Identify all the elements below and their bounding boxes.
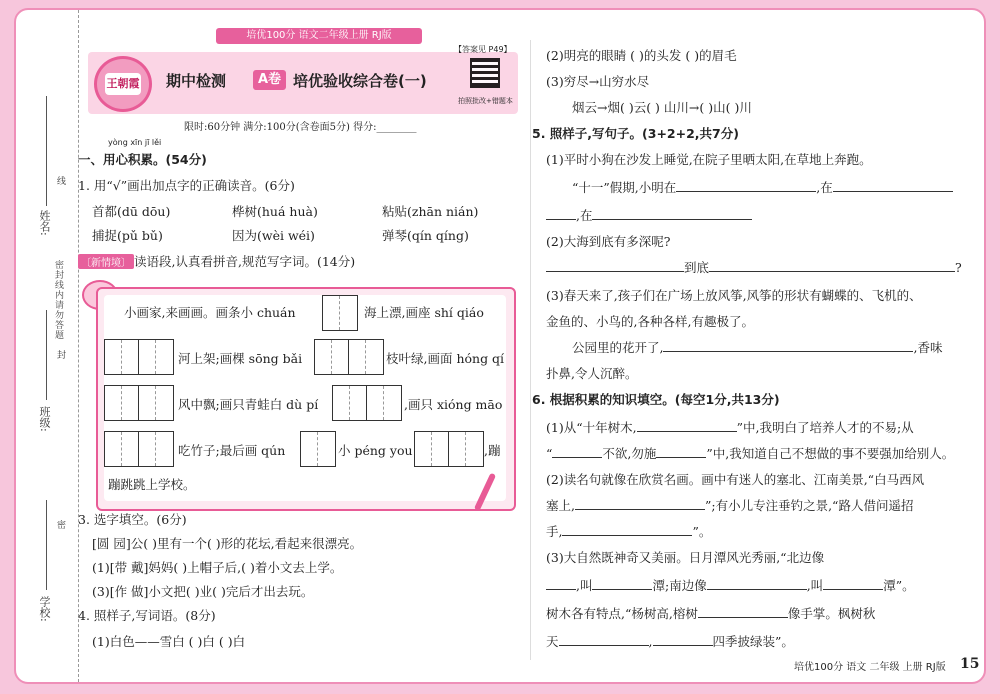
answer-reference: 【答案见 P49】 xyxy=(454,45,512,54)
page-number: 15 xyxy=(960,656,980,672)
q3-item[interactable]: [圆 园]公( )里有一个( )形的花坛,看起来很漂亮。 xyxy=(92,536,363,551)
question-5: 5. 照样子,写句子。(3+2+2,共7分) xyxy=(532,126,739,141)
q6-text: 潭”。 xyxy=(883,578,915,593)
question-1: 1. 用“√”画出加点字的正确读音。(6分) xyxy=(78,178,295,193)
question-2-text: 读语段,认真看拼音,规范写字词。(14分) xyxy=(134,254,356,269)
writing-grid[interactable] xyxy=(104,431,174,467)
q6-text: ”;有小儿专注垂钓之景,“路人借问遥招 xyxy=(704,498,914,513)
q6-text: 树木各有特点,“杨树高,榕树 xyxy=(546,606,698,621)
q6-line[interactable] xyxy=(546,522,711,540)
answer-blank[interactable] xyxy=(546,271,684,272)
exam-subtitle: 培优验收综合卷(一) xyxy=(293,72,427,90)
answer-blank[interactable] xyxy=(559,645,649,646)
q6-text: ”中,我明白了培养人才的不易;从 xyxy=(736,420,914,435)
reading-line: 小画家,来画画。画条小 chuán xyxy=(124,305,296,320)
name-line[interactable] xyxy=(46,96,47,206)
new-context-tag: 〔新情境〕 xyxy=(78,254,134,269)
answer-blank[interactable] xyxy=(653,645,713,646)
q6-line[interactable]: 天 , 四季披绿装”。 xyxy=(546,634,794,649)
school-line[interactable] xyxy=(46,500,47,590)
seal-mark-mi: 密 xyxy=(55,520,65,529)
q1-item[interactable]: 因为(wèi wéi) xyxy=(232,228,315,243)
answer-blank[interactable] xyxy=(707,589,807,590)
brand-logo xyxy=(94,56,152,112)
reading-content xyxy=(104,295,506,501)
answer-blank[interactable] xyxy=(833,191,953,192)
writing-grid[interactable] xyxy=(104,339,174,375)
answer-blank[interactable] xyxy=(546,589,576,590)
answer-blank[interactable] xyxy=(592,589,652,590)
reading-line: ,蹦 xyxy=(484,443,501,458)
q5-item: 扑鼻,令人沉醉。 xyxy=(546,366,638,381)
reading-line: 风中飘;画只青蛙白 dù pí xyxy=(178,397,319,412)
writing-grid[interactable] xyxy=(314,339,384,375)
q3-item[interactable]: (1)[带 戴]妈妈( )上帽子后,( )着小文去上学。 xyxy=(92,560,343,575)
question-2 xyxy=(78,252,355,270)
q6-text: 手, xyxy=(546,524,563,539)
q1-item[interactable]: 粘贴(zhān nián) xyxy=(382,204,479,219)
answer-blank[interactable] xyxy=(562,535,692,536)
class-line[interactable] xyxy=(46,310,47,400)
q5-text: ,在 xyxy=(816,180,833,195)
q4-item[interactable]: (1)白色——雪白 ( )白 ( )白 xyxy=(92,634,246,649)
q5-line[interactable]: 到底 ? xyxy=(546,258,962,276)
q5-item: (3)春天来了,孩子们在广场上放风筝,风筝的形状有蝴蝶的、飞机的、 xyxy=(546,288,922,303)
writing-grid[interactable] xyxy=(104,385,174,421)
logo-text: 王朝霞 xyxy=(105,73,141,95)
reading-line: 小 péng you xyxy=(338,443,413,458)
class-label: 班级: xyxy=(38,406,51,432)
reading-line: 枝叶绿,画面 hóng qí xyxy=(386,351,505,366)
q5-text: 公园里的花开了, xyxy=(572,340,664,355)
q5-text: ,香味 xyxy=(913,340,943,355)
q3-item[interactable]: (3)[作 做]小文把( )业( )完后才出去玩。 xyxy=(92,584,314,599)
exam-title: 期中检测 xyxy=(166,72,227,90)
column-divider xyxy=(530,40,531,660)
writing-grid[interactable] xyxy=(322,295,358,331)
answer-blank[interactable] xyxy=(676,191,816,192)
q6-item: (2)读名句就像在欣赏名画。画中有迷人的塞北、江南美景,“白马西风 xyxy=(546,472,925,487)
q6-text: (1)从“十年树木, xyxy=(546,420,637,435)
q5-text: “十一”假期,小明在 xyxy=(572,180,677,195)
answer-blank[interactable] xyxy=(575,509,705,510)
paper xyxy=(14,8,986,684)
answer-blank[interactable] xyxy=(823,589,883,590)
q5-text: ,在 xyxy=(576,208,593,223)
q6-text: 四季披绿装”。 xyxy=(712,634,794,649)
q4-item[interactable]: 烟云→烟( )云( ) 山川→( )山( )川 xyxy=(572,100,752,115)
q1-item[interactable]: 弹琴(qín qíng) xyxy=(382,228,469,243)
writing-grid[interactable] xyxy=(414,431,484,467)
q5-item: (1)平时小狗在沙发上睡觉,在院子里晒太阳,在草地上奔跑。 xyxy=(546,152,872,167)
seal-mark-feng: 封 xyxy=(55,350,65,359)
q6-line[interactable] xyxy=(546,444,954,462)
q6-text: 天 xyxy=(546,634,559,649)
reading-line: 蹦跳跳上学校。 xyxy=(108,477,196,492)
q5-line[interactable] xyxy=(572,178,953,196)
answer-blank[interactable] xyxy=(698,617,788,618)
q6-text: 塞上, xyxy=(546,498,575,513)
q6-text: ,叫 xyxy=(806,578,824,593)
answer-blank[interactable] xyxy=(656,457,706,458)
reading-line: 吃竹子;最后画 qún xyxy=(178,443,286,458)
reading-line: ,画只 xióng māo xyxy=(404,397,503,412)
answer-blank[interactable] xyxy=(663,351,913,352)
q6-line[interactable] xyxy=(546,604,875,622)
qr-code-icon[interactable] xyxy=(470,58,500,88)
question-3: 3. 选字填空。(6分) xyxy=(78,512,187,527)
question-4: 4. 照样子,写词语。(8分) xyxy=(78,608,216,623)
reading-line: 河上架;画棵 sōng bǎi xyxy=(178,351,303,366)
section-title: 一、用心积累。(54分) xyxy=(78,152,207,167)
answer-blank[interactable] xyxy=(546,219,576,220)
q6-text: 像手掌。枫树秋 xyxy=(787,606,876,621)
writing-grid[interactable] xyxy=(332,385,402,421)
q4-item: (3)穷尽→山穷水尽 xyxy=(546,74,650,89)
q4-item[interactable]: (2)明亮的眼睛 ( )的头发 ( )的眉毛 xyxy=(546,48,737,63)
section-pinyin: yòng xīn jī lěi xyxy=(108,138,162,147)
q6-line[interactable] xyxy=(546,576,915,594)
binding-note: 密封线内请勿答题 xyxy=(53,260,63,340)
q6-text: ”中,我知道自己不想做的事不要强加给别人。 xyxy=(706,446,955,461)
top-banner: 培优100分 语文二年级上册 RJ版 xyxy=(216,28,422,44)
q6-line[interactable] xyxy=(546,496,913,514)
q1-item[interactable]: 桦树(huá huà) xyxy=(232,204,318,219)
q5-line[interactable] xyxy=(546,206,752,224)
volume-badge: A卷 xyxy=(253,70,286,90)
q6-text: 不欲,勿施 xyxy=(602,446,657,461)
answer-blank[interactable] xyxy=(592,219,752,220)
name-label: 姓名: xyxy=(38,210,51,236)
q6-text: “ xyxy=(546,446,553,461)
page-footer: 培优100分 语文 二年级 上册 RJ版 xyxy=(794,662,946,673)
q6-text: 潭;南边像 xyxy=(652,578,707,593)
q6-text: ”。 xyxy=(692,524,712,539)
question-6: 6. 根据积累的知识填空。(每空1分,共13分) xyxy=(532,392,780,407)
q5-item: 金鱼的、小鸟的,各种各样,有趣极了。 xyxy=(546,314,754,329)
q5-item: (2)大海到底有多深呢? xyxy=(546,234,671,249)
writing-grid[interactable] xyxy=(300,431,336,467)
q6-line[interactable] xyxy=(546,418,914,436)
q1-item[interactable]: 捕捉(pǔ bǔ) xyxy=(92,228,163,243)
seal-mark-xian: 线 xyxy=(55,176,65,185)
q6-text: ,叫 xyxy=(576,578,593,593)
q5-text: 到底 xyxy=(684,260,710,275)
qr-caption: 拍照批改+错题本 xyxy=(458,97,513,105)
q1-item[interactable]: 首都(dū dōu) xyxy=(92,204,171,219)
exam-header xyxy=(88,45,518,114)
reading-line: 海上漂,画座 shí qiáo xyxy=(364,305,484,320)
exam-info: 限时:60分钟 满分:100分(含卷面5分) 得分:________ xyxy=(184,122,417,133)
reading-box xyxy=(96,287,516,511)
q6-item: (3)大自然既神奇又美丽。日月潭风光秀丽,“北边像 xyxy=(546,550,825,565)
school-label: 学校: xyxy=(38,596,51,622)
answer-blank[interactable] xyxy=(709,271,955,272)
answer-blank[interactable] xyxy=(552,457,602,458)
answer-blank[interactable] xyxy=(637,431,737,432)
q5-line[interactable] xyxy=(572,338,942,356)
binding-margin xyxy=(16,10,79,682)
